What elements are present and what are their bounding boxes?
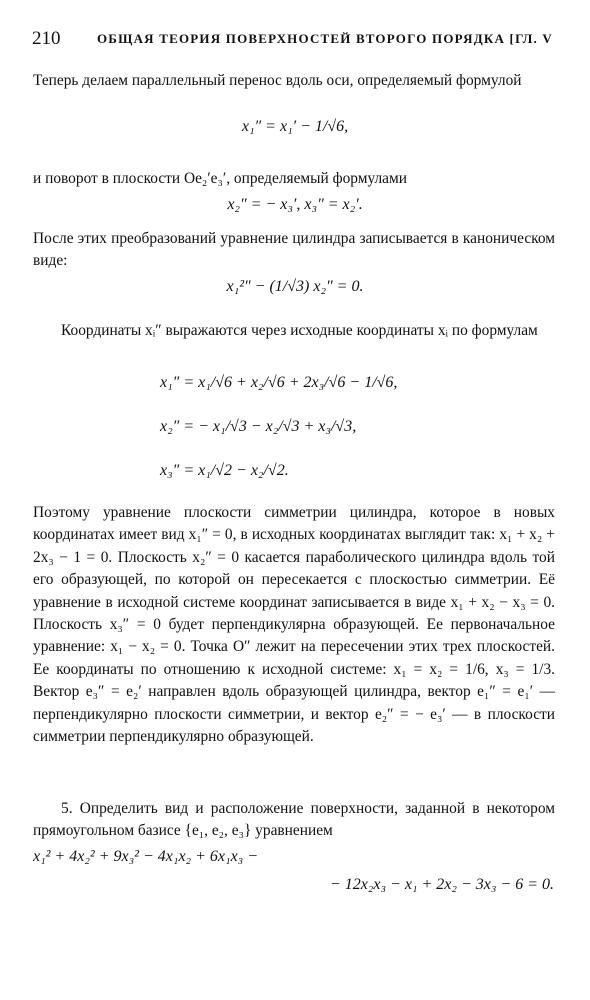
equation-3 bbox=[0, 278, 590, 296]
equation-3-text: x₁²″ − (1/√3) x₂″ = 0. bbox=[226, 278, 364, 295]
paragraph-5: Поэтому уравнение плоскости симметрии цилиндра, которое в новых координатах имеет вид x₁″ = 0, в исходных координатах выглядит так: x₁ + x₂ + 2x₃ − 1 = 0. Плоскость x₂″ = 0 касается параболического цилиндра вдоль той его образующей, по которой он пересекается с плоскостью симметрии. Её уравнение в исходной системе координат записывается в виде x₁ + x₂ − x₃ = 0. Плоскость x₃″ = 0 будет перпендикулярна образующей. Ее первоначальное уравнение: x₁ − x₂ = 0. Точка O″ лежит на пересечении этих трех плоскостей. Ее координаты по отношению к исходной системе: x₁ = x₂ = 1/6, x₃ = 1/3. Вектор e₃″ = e₂′ направлен вдоль образующей цилиндра, вектор e₁″ = e₁′ — перпендикулярно плоскости симметрии, и вектор e₂″ = − e₃′ — в плоскости симметрии перпендикулярно образующей. bbox=[33, 504, 555, 746]
equation-4b-text: x₂″ = − x₁/√3 − x₂/√3 + x₃/√3, bbox=[160, 418, 357, 435]
equation-4c bbox=[160, 462, 289, 480]
equation-4a-text: x₁″ = x₁/√6 + x₂/√6 + 2x₃/√6 − 1/√6, bbox=[160, 374, 398, 391]
paragraph-3: После этих преобразований уравнение цилиндра записывается в каноническом виде: bbox=[33, 230, 555, 270]
equation-5b-text: − 12x₂x₃ − x₁ + 2x₂ − 3x₃ − 6 = 0. bbox=[329, 876, 554, 893]
equation-5b bbox=[330, 876, 554, 894]
equation-4b bbox=[160, 418, 356, 436]
paragraph-6: 5. Определить вид и расположение поверхности, заданной в некотором прямоугольном базисе {e₁, e₂, e₃} уравнением bbox=[33, 800, 555, 840]
equation-4a bbox=[160, 374, 397, 392]
paragraph-2: и поворот в плоскости Oe₂′e₃′, определяемый формулами bbox=[33, 170, 407, 187]
page-number: 210 bbox=[32, 28, 61, 49]
equation-2 bbox=[0, 196, 590, 214]
paragraph-1: Теперь делаем параллельный перенос вдоль оси, определяемый формулой bbox=[33, 72, 522, 89]
equation-1 bbox=[0, 118, 590, 136]
running-title: ОБЩАЯ ТЕОРИЯ ПОВЕРХНОСТЕЙ ВТОРОГО ПОРЯДКА [ГЛ. V bbox=[97, 31, 553, 46]
equation-2-text: x₂″ = − x₃′, x₃″ = x₂′. bbox=[227, 196, 363, 213]
equation-1-text: x₁″ = x₁′ − 1/√6, bbox=[241, 118, 349, 135]
paragraph-4: Координаты xᵢ″ выражаются через исходные координаты xᵢ по формулам bbox=[61, 322, 538, 339]
equation-5a-text: x₁² + 4x₂² + 9x₃² − 4x₁x₂ + 6x₁x₃ − bbox=[33, 848, 259, 865]
running-header bbox=[32, 28, 558, 50]
equation-5a bbox=[33, 848, 258, 866]
equation-4c-text: x₃″ = x₁/√2 − x₂/√2. bbox=[160, 462, 289, 479]
